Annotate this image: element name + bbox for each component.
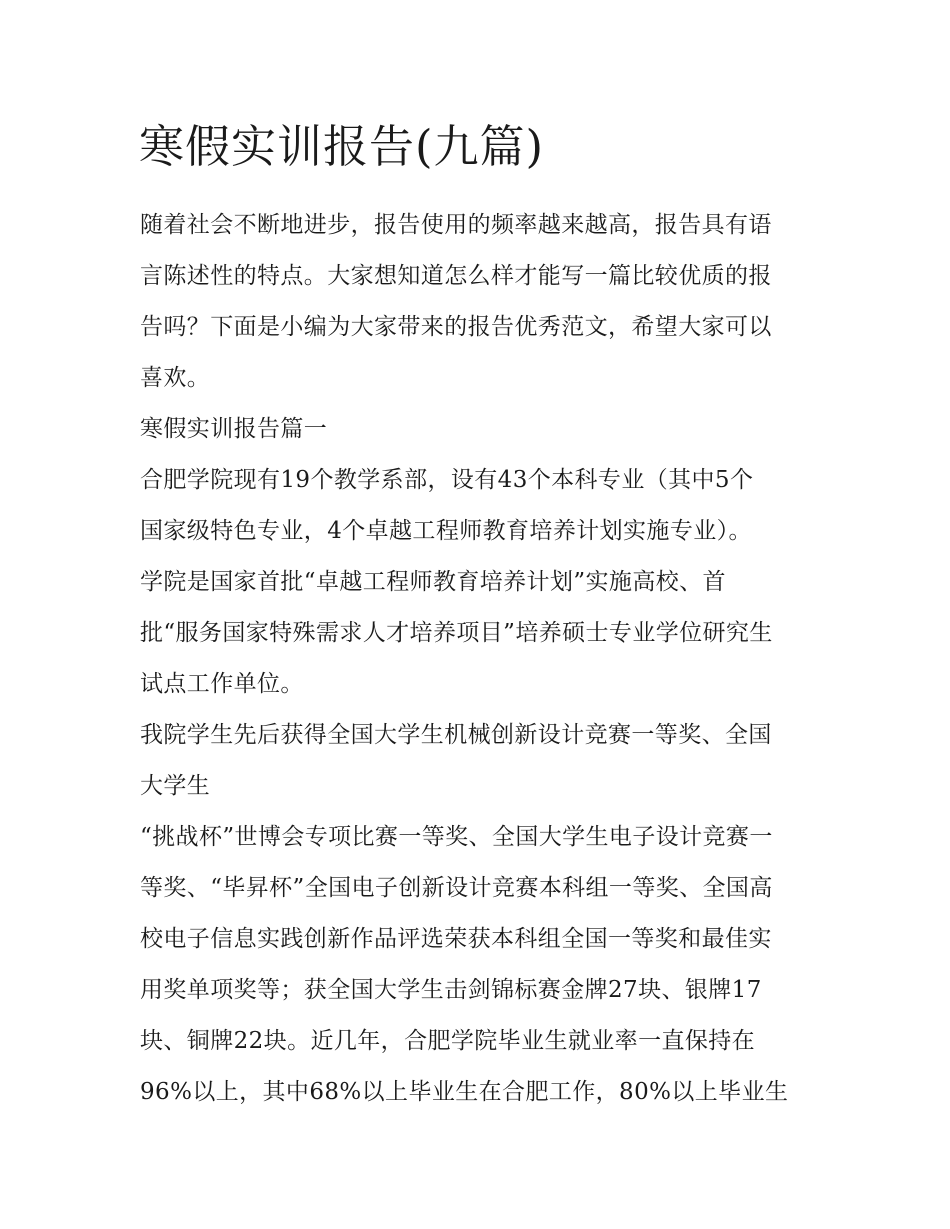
text-line: 校电子信息实践创新作品评选荣获本科组全国一等奖和最佳实 <box>140 926 772 952</box>
text-line: 用奖单项奖等；获全国大学生击剑锦标赛金牌27块、银牌17 <box>140 977 762 1003</box>
text-line: 试点工作单位。 <box>140 671 304 697</box>
text-line: “挑战杯”世博会专项比赛一等奖、全国大学生电子设计竞赛一 <box>140 824 773 850</box>
text-line: 等奖、“毕昇杯”全国电子创新设计竞赛本科组一等奖、全国高 <box>140 875 773 901</box>
text-line: 告吗？下面是小编为大家带来的报告优秀范文，希望大家可以 <box>140 314 772 340</box>
text-line: 随着社会不断地进步，报告使用的频率越来越高，报告具有语 <box>140 212 772 238</box>
text-line: 我院学生先后获得全国大学生机械创新设计竞赛一等奖、全国 <box>140 722 772 748</box>
text-line: 学院是国家首批“卓越工程师教育培养计划”实施高校、首 <box>140 569 726 595</box>
text-line: 96%以上，其中68%以上毕业生在合肥工作，80%以上毕业生 <box>140 1079 789 1105</box>
section-heading: 寒假实训报告篇一 <box>140 416 328 442</box>
text-line: 言陈述性的特点。大家想知道怎么样才能写一篇比较优质的报 <box>140 263 772 289</box>
text-line: 喜欢。 <box>140 365 211 391</box>
text-line: 块、铜牌22块。近几年，合肥学院毕业生就业率一直保持在 <box>140 1028 756 1054</box>
text-line: 大学生 <box>140 773 211 799</box>
text-line: 国家级特色专业，4个卓越工程师教育培养计划实施专业）。 <box>140 518 752 544</box>
text-line: 批“服务国家特殊需求人才培养项目”培养硕士专业学位研究生 <box>140 620 773 646</box>
document-title: 寒假实训报告(九篇) <box>139 120 545 173</box>
text-line: 合肥学院现有19个教学系部，设有43个本科专业（其中5个 <box>140 467 754 493</box>
document-body <box>140 200 812 1118</box>
